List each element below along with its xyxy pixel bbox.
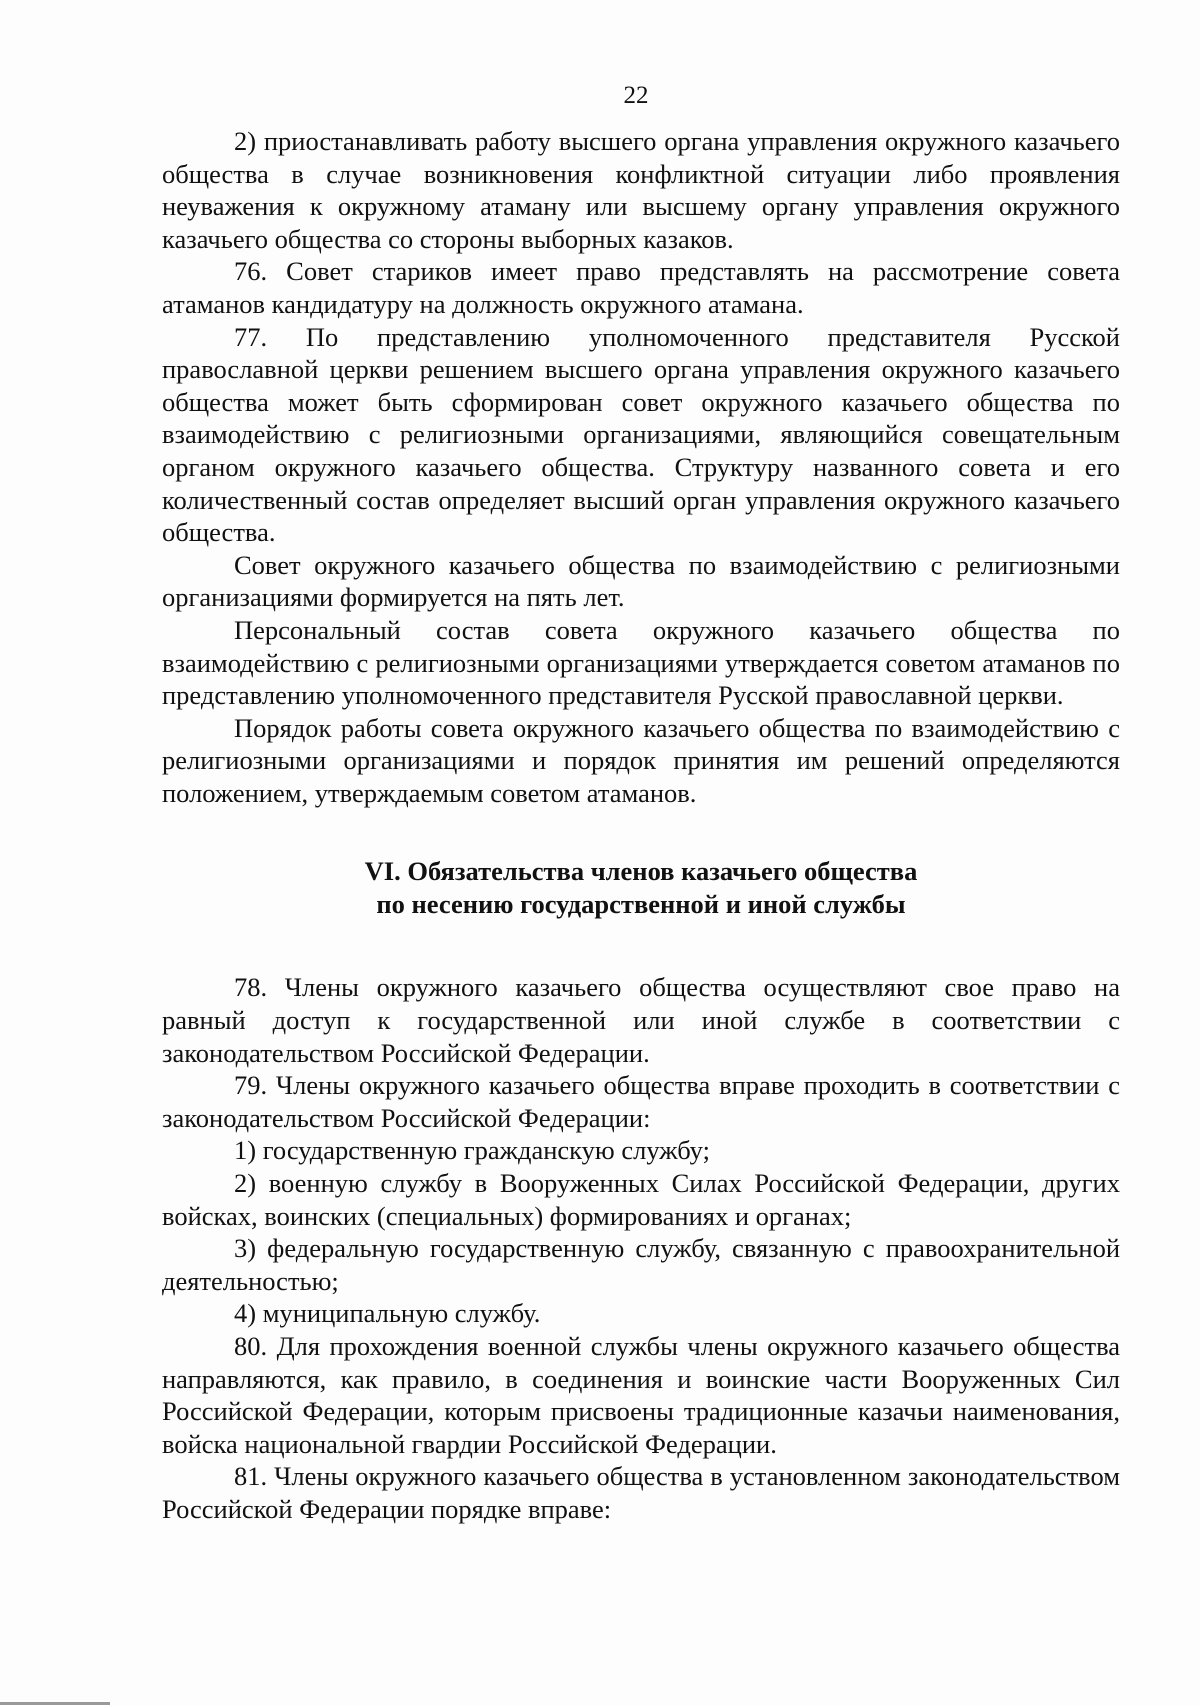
paragraph-78: 78. Члены окружного казачьего общества осуществляют свое право на равный доступ к государственной или иной службе в соответствии с законодательством Российской Федерации. xyxy=(162,972,1120,1068)
page-number: 22 xyxy=(623,82,649,109)
paragraph-77: 77. По представлению уполномоченного представителя Русской православной церкви решением высшего органа управления окружного казачьего общества может быть сформирован совет окружного казачьего общества по взаимодействию с религиозными организациями, являющийся совещательным органом окружного казачьего общества. Структуру названного совета и его количественный состав определяет высший орган управления окружного казачьего общества. xyxy=(162,321,1120,548)
paragraph-council-composition: Персональный состав совета окружного казачьего общества по взаимодействию с религиозными организациями утверждается советом атаманов по представлению уполномоченного представителя Русской православной церкви. xyxy=(162,614,1120,711)
paragraph-80: 80. Для прохождения военной службы члены окружного казачьего общества направляются, как правило, в соединения и воинские части Вооруженных Сил Российской Федерации, которым присвоены традиционные казачьи наименования, войска национальной гвардии Российской Федерации. xyxy=(162,1331,1120,1459)
list-item-civil-service: 1) государственную гражданскую службу; xyxy=(234,1135,710,1166)
section-heading-line-2: по несению государственной и иной службы xyxy=(376,889,906,920)
paragraph-81: 81. Члены окружного казачьего общества в установленном законодательством Российской Федерации порядке вправе: xyxy=(162,1461,1120,1524)
paragraph-76: 76. Совет стариков имеет право представлять на рассмотрение совета атаманов кандидатуру на должность окружного атамана. xyxy=(162,256,1120,319)
document-body xyxy=(162,125,1120,1526)
paragraph-council-term: Совет окружного казачьего общества по взаимодействию с религиозными организациями формируется на пять лет. xyxy=(162,549,1120,613)
section-heading xyxy=(162,855,1120,921)
list-item-municipal-service: 4) муниципальную службу. xyxy=(234,1298,541,1329)
list-item-military-service: 2) военную службу в Вооруженных Силах Российской Федерации, других войсках, воинских (специальных) формированиях и органах; xyxy=(162,1168,1120,1231)
paragraph-council-procedure: Порядок работы совета окружного казачьего общества по взаимодействию с религиозными организациями и порядок принятия им решений определяются положением, утверждаемым советом атаманов. xyxy=(162,712,1120,808)
list-item-federal-service: 3) федеральную государственную службу, связанную с правоохранительной деятельностью; xyxy=(162,1233,1120,1296)
paragraph-clause-2: 2) приостанавливать работу высшего органа управления окружного казачьего общества в случае возникновения конфликтной ситуации либо проявления неуважения к окружному атаману или высшему органу управления окружного казачьего общества со стороны выборных казаков. xyxy=(162,126,1120,254)
paragraph-79: 79. Члены окружного казачьего общества вправе проходить в соответствии с законодательством Российской Федерации: xyxy=(162,1070,1120,1133)
section-heading-line-1: VI. Обязательства членов казачьего общества xyxy=(364,856,918,887)
